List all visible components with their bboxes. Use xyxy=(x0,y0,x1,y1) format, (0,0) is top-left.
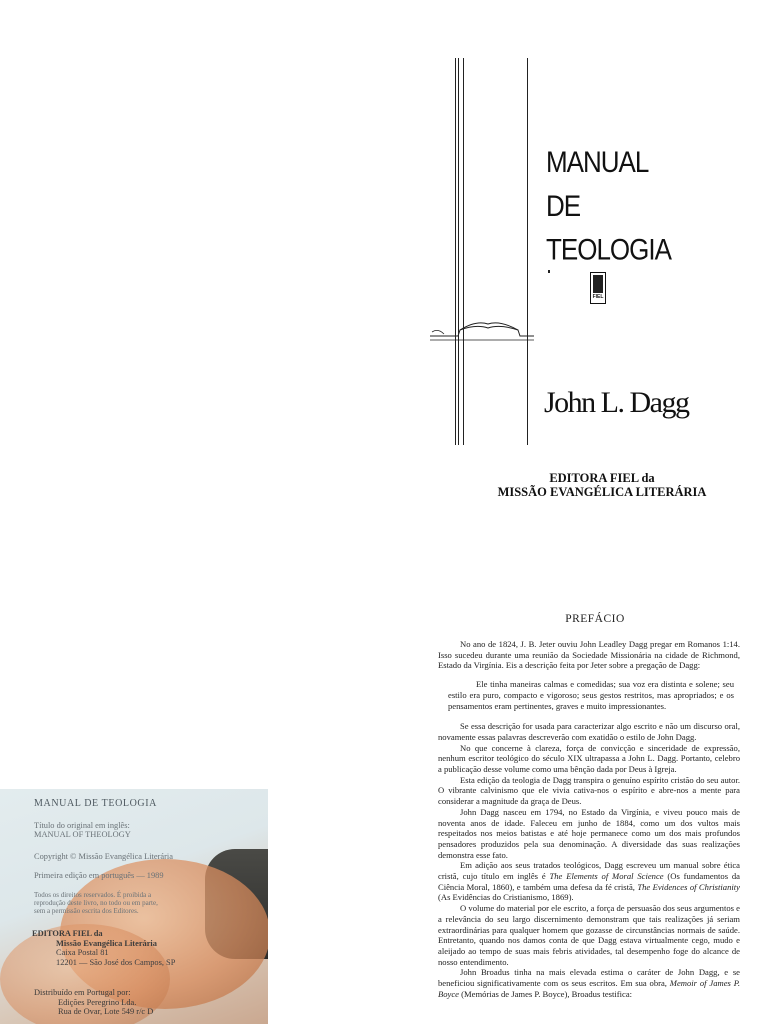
publisher-logo xyxy=(590,272,606,304)
card-publisher-lines xyxy=(32,939,252,968)
dot-mark xyxy=(548,270,550,273)
original-title: MANUAL OF THEOLOGY xyxy=(34,830,131,840)
p6-title-1: The Elements of Moral Science xyxy=(549,871,664,882)
card-publisher-line-1: Missão Evangélica Literária xyxy=(56,938,157,948)
distribution-label: Distribuído em Portugal por: xyxy=(34,988,131,997)
preface-quote xyxy=(438,679,740,711)
open-book-icon xyxy=(428,308,536,348)
copyright-text-block xyxy=(34,799,254,920)
p8-title: Memoir of James P. Boyce xyxy=(438,978,740,999)
distribution-lines xyxy=(34,998,254,1017)
p6-title-2: The Evidences of Christianity xyxy=(637,881,740,892)
original-title-label: Título do original em inglês: xyxy=(34,820,130,830)
p6-end: (As Evidências do Cristianismo, 1869). xyxy=(438,892,574,903)
title-line-2: DE xyxy=(546,188,581,223)
publisher-line-1: EDITORA FIEL da xyxy=(549,471,655,485)
logo-graphic xyxy=(593,275,603,293)
distribution-line-1: Edições Peregrino Lda. xyxy=(58,997,137,1007)
preface-paragraph-3: No que concerne à clareza, força de convicção e sinceridade de expressão, nenhum escritor teológico do século XIX ultrapassa a John L. Dagg. Portanto, celebro a publicação desse volume como uma bênção dada por Deus à Igreja. xyxy=(438,742,740,775)
edition-line: Primeira edição em português — 1989 xyxy=(34,871,164,881)
cross-ornament-line-1 xyxy=(455,58,456,445)
publisher-line-2: MISSÃO EVANGÉLICA LITERÁRIA xyxy=(497,485,707,499)
copyright-line: Copyright © Missão Evangélica Literária xyxy=(34,851,173,861)
preface-paragraph-6 xyxy=(438,860,740,903)
p6-mid: (Os fundamentos da Ciência Moral, 1860), e também uma defesa da fé cristã, xyxy=(438,871,740,892)
title-line-1: MANUAL xyxy=(546,144,649,180)
title-line-3: TEOLOGIA xyxy=(546,232,671,267)
preface-paragraph-4: Esta edição da teologia de Dagg transpira o genuíno espírito cristão do seu autor. O vibrante calvinismo que ele vivia cativa-nos o espírito e abre-nos a mente para considerar a magnitude da graça de Deus. xyxy=(438,774,740,807)
p6-start: Em adição aos seus tratados teológicos, Dagg escreveu um manual sobre ética cristã, cujo título em inglês é xyxy=(438,860,740,882)
card-publisher-line-3: 12201 — São José dos Campos, SP xyxy=(56,957,176,967)
rights-line-2: reprodução deste livro, no todo ou em parte, xyxy=(34,898,158,907)
preface-heading: PREFÁCIO xyxy=(565,613,625,625)
cross-ornament-line-2 xyxy=(458,58,459,445)
preface-body xyxy=(438,639,740,1024)
distribution-line-2: Rua de Ovar, Lote 549 r/c D xyxy=(58,1007,154,1017)
p8-end: (Memórias de James P. Boyce), Broadus testifica: xyxy=(459,988,633,999)
preface-paragraph-2: Se essa descrição for usada para caracterizar algo escrito e não um discurso oral, novamente essas palavras descreverão com exatidão o estilo de John Dagg. xyxy=(438,721,740,742)
card-distribution-block xyxy=(34,988,254,1017)
title-page-publisher xyxy=(470,471,734,499)
rights-line-1: Todos os direitos reservados. É proibida a xyxy=(34,890,152,899)
p8-start: John Broadus tinha na mais elevada estima o caráter de John Dagg, e se beneficiou significativamente com os seus escritos. Em sua obra, xyxy=(438,967,740,989)
preface-quote-text: Ele tinha maneiras calmas e comedidas; sua voz era distinta e solene; seu estilo era puro, compacto e vigoroso; seus gestos restritos, mas apropriados; e os pensamentos eram pertinentes, graves e muito impressionantes. xyxy=(448,679,734,711)
author-name: John L. Dagg xyxy=(544,386,689,419)
rights-notice xyxy=(34,891,254,915)
card-publisher: EDITORA FIEL da xyxy=(32,929,103,938)
preface-paragraph-8 xyxy=(438,967,740,999)
copyright-card xyxy=(0,789,268,1024)
preface-paragraph-7: O volume do material por ele escrito, a força de persuasão dos seus argumentos e a relevância do seu largo discernimento demonstram que tais realizações já seriam extraordinárias para qualquer homem que gozasse de circunstâncias normais de saúde. Entretanto, quando nos damos conta de que Dagg estava virtualmente cego, mudo e aleijado ao tempo de suas mais febris atividades, tal desempenho foge do alcance de nosso entendimento. xyxy=(438,903,740,967)
book-title xyxy=(546,140,671,271)
preface-paragraph-1: No ano de 1824, J. B. Jeter ouviu John Leadley Dagg pregar em Romanos 1:14. Isso sucedeu durante uma reunião da Sociedade Missionária na cidade de Richmond, Estado da Virgínia. Eis a descrição feita por Jeter sobre a pregação de Dagg: xyxy=(438,639,740,671)
card-publisher-line-2: Caixa Postal 81 xyxy=(56,948,109,958)
logo-text: FIEL xyxy=(592,294,604,300)
card-publisher-block xyxy=(32,929,252,967)
cross-ornament-line-3 xyxy=(463,58,464,445)
rights-line-3: sem a permissão escrita dos Editores. xyxy=(34,906,139,915)
preface-paragraph-5: John Dagg nasceu em 1794, no Estado da Virgínia, e viveu pouco mais de noventa anos de idade. Faleceu em junho de 1884, como um dos vultos mais respeitados nos meios batistas e até hoje permanece como um dos mais profundos pensadores produzidos pela sua denominação. A diversidade das suas realizações demonstra esse fato. xyxy=(438,806,740,860)
card-heading: MANUAL DE TEOLOGIA xyxy=(34,798,158,809)
cross-ornament-line-4 xyxy=(527,58,528,445)
